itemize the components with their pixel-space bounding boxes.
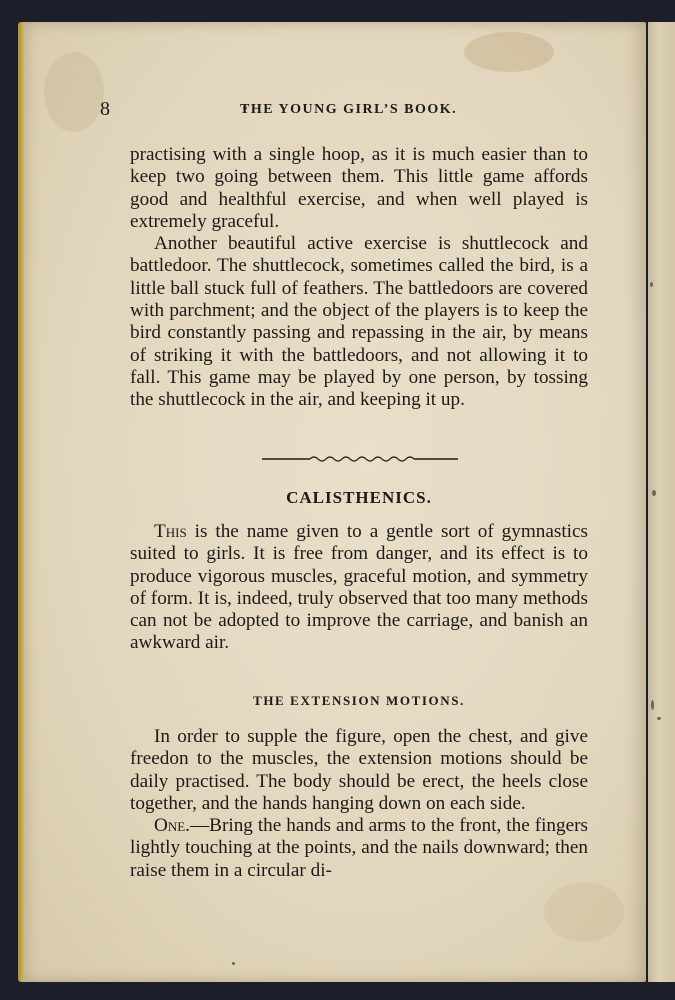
- subsection-title: THE EXTENSION MOTIONS.: [253, 693, 465, 708]
- facing-page-edge: [648, 22, 675, 982]
- section-divider-ornament: [262, 452, 458, 466]
- page-header: [100, 98, 600, 126]
- calisthenics-paragraph: is the name given to a gentle sort of gymnastics suited to girls. It is free from danger, and its effect is to produce vigorous muscles, graceful motion, and symmetry of form. It is, indeed, truly observed that too many methods can not be adopted to improve the carriage, and banish an awkward air.: [130, 521, 588, 654]
- section-title: CALISTHENICS.: [286, 488, 432, 507]
- page-number: 8: [100, 98, 110, 120]
- one-paragraph: —Bring the hands and arms to the front, the fingers lightly touching at the points, and the nails downward; then raise them in a circular di-: [130, 815, 588, 881]
- upper-text-block: [130, 144, 588, 412]
- extension-paragraph: In order to supple the figure, open the chest, and give freedon to the muscles, the extension motions should be daily practised. The body should be erect, the heels close together, and the hands hanging down on each side.: [130, 726, 588, 814]
- one-paragraph-block: [130, 815, 588, 882]
- calisthenics-lead-word: This: [154, 521, 187, 542]
- one-lead-word: One.: [154, 815, 190, 837]
- extension-text-block: [130, 726, 588, 882]
- shuttlecock-paragraph: Another beautiful active exercise is shuttlecock and battledoor. The shuttlecock, sometimes called the bird, is a little ball stuck full of feathers. The battledoors are covered with parchment; and the object of the players is to keep the bird constantly passing and repassing in the air, by means of striking it with the battledoors, and not allowing it to fall. This game may be played by one person, by tossing the shuttlecock in the air, and keeping it up.: [130, 233, 588, 411]
- calisthenics-paragraph-block: [130, 521, 588, 655]
- continuation-paragraph: practising with a single hoop, as it is much easier than to keep two going between them. This little game affords good and healthful exercise, and when well played is extremely graceful.: [130, 144, 588, 232]
- running-head: THE YOUNG GIRL’S BOOK.: [240, 102, 458, 117]
